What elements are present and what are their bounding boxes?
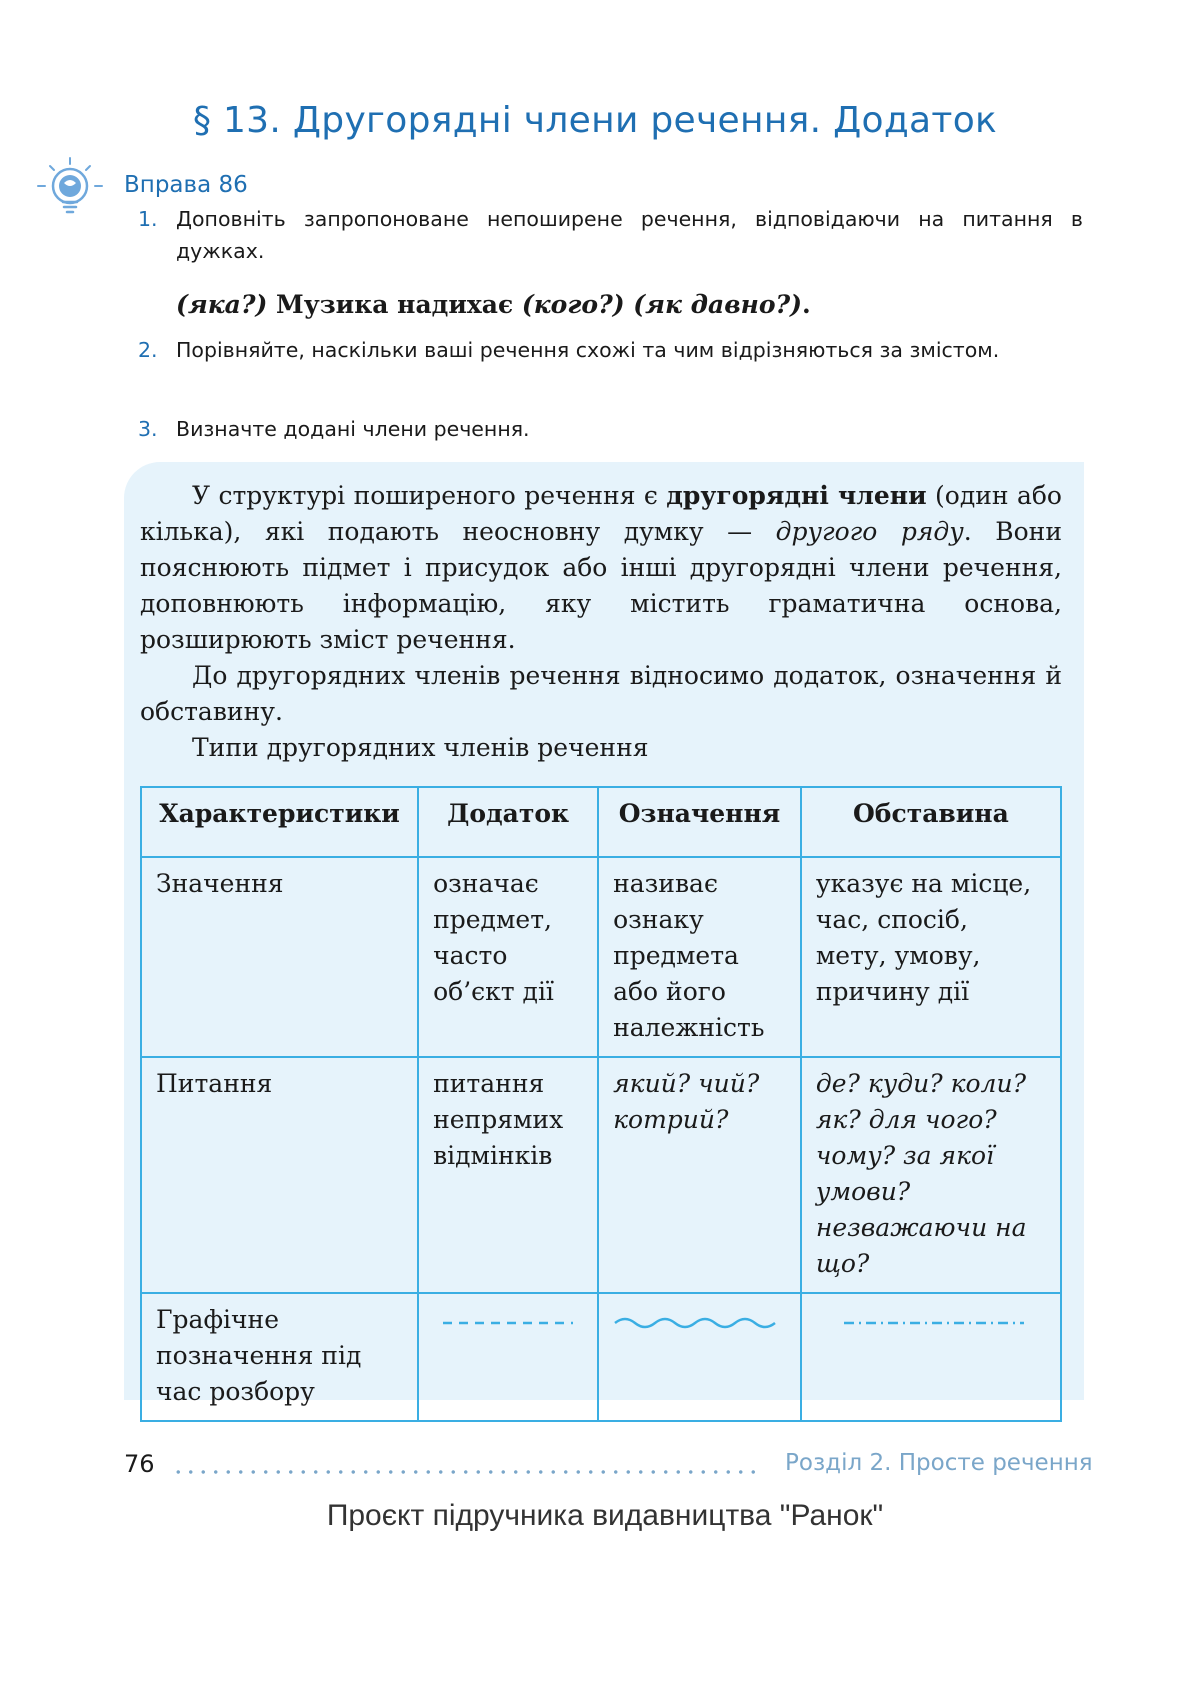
- table-cell: означає предмет, часто об’єкт дії: [418, 857, 598, 1057]
- exercise-label: Вправа 86: [124, 172, 248, 198]
- task-item: [138, 413, 1083, 445]
- table-caption: Типи другорядних членів речення: [192, 733, 649, 762]
- column-header: Означення: [598, 787, 801, 857]
- idea-lightbulb-icon: [36, 156, 104, 224]
- column-header: Додаток: [418, 787, 598, 857]
- rule-paragraph: У структурі поширеного речення є другорядні члени (один або кілька), які подають неосновну думку — другого ряду. Вони пояснюють підмет і присудок або інші другорядні члени речення, доповнюють інформацію, яку містить граматична основа, розширюють зміст речення.: [140, 481, 1062, 654]
- footer-dots: [172, 1470, 762, 1474]
- sample-words: Музика надихає: [267, 290, 522, 319]
- table-cell: [801, 1293, 1061, 1421]
- row-label: Значення: [141, 857, 418, 1057]
- table-cell: який? чий? котрий?: [598, 1057, 801, 1293]
- task-number: 3.: [138, 417, 158, 441]
- task-number: 2.: [138, 338, 158, 362]
- column-header: Обставина: [801, 787, 1061, 857]
- page-number: 76: [124, 1450, 155, 1478]
- table-row: [141, 1057, 1061, 1293]
- table-cell: [598, 1293, 801, 1421]
- task-text: Доповніть запропоноване непоширене речення, відповідаючи на питання в дужках.: [176, 207, 1083, 263]
- table-cell: питання непрямих відмінків: [418, 1057, 598, 1293]
- table-cell: де? куди? коли? як? для чого? чому? за якої умови? незважаючи на що?: [801, 1057, 1061, 1293]
- column-header: Характеристики: [141, 787, 418, 857]
- sample-question: (як давно?): [633, 290, 802, 319]
- types-table: [140, 786, 1062, 1422]
- row-label: Графічне позначення під час розбору: [141, 1293, 418, 1421]
- task-number: 1.: [138, 207, 158, 231]
- sample-question: (яка?): [176, 290, 268, 319]
- publisher-note: Проєкт підручника видавництва "Ранок": [326, 1499, 884, 1532]
- table-cell: указує на місце, час, спосіб, мету, умову, причину дії: [801, 857, 1061, 1057]
- task-item: [138, 203, 1083, 267]
- sample-end: .: [802, 290, 811, 319]
- task-text: Визначте додані члени речення.: [176, 417, 530, 441]
- row-label: Питання: [141, 1057, 418, 1293]
- task-item: [138, 334, 1083, 366]
- wavy-line-mark: [613, 1316, 783, 1330]
- section-label: Розділ 2. Просте речення: [785, 1450, 1093, 1476]
- rule-paragraph: До другорядних членів речення відносимо додаток, означення й обставину.: [140, 661, 1062, 726]
- table-row: [141, 857, 1061, 1057]
- task-text: Порівняйте, наскільки ваші речення схожі та чим відрізняються за змістом.: [176, 338, 1000, 362]
- table-cell: називає ознаку предмета або його належність: [598, 857, 801, 1057]
- table-row: [141, 1293, 1061, 1421]
- page-title: § 13. Другорядні члени речення. Додаток: [192, 100, 998, 141]
- sample-question: (кого?): [521, 290, 625, 319]
- table-cell: [418, 1293, 598, 1421]
- sample-sentence: [176, 290, 811, 319]
- table-header-row: [141, 787, 1061, 857]
- dashed-line-mark: [433, 1316, 583, 1330]
- dash-dot-line-mark: [844, 1316, 1024, 1330]
- rule-text: [140, 478, 1062, 766]
